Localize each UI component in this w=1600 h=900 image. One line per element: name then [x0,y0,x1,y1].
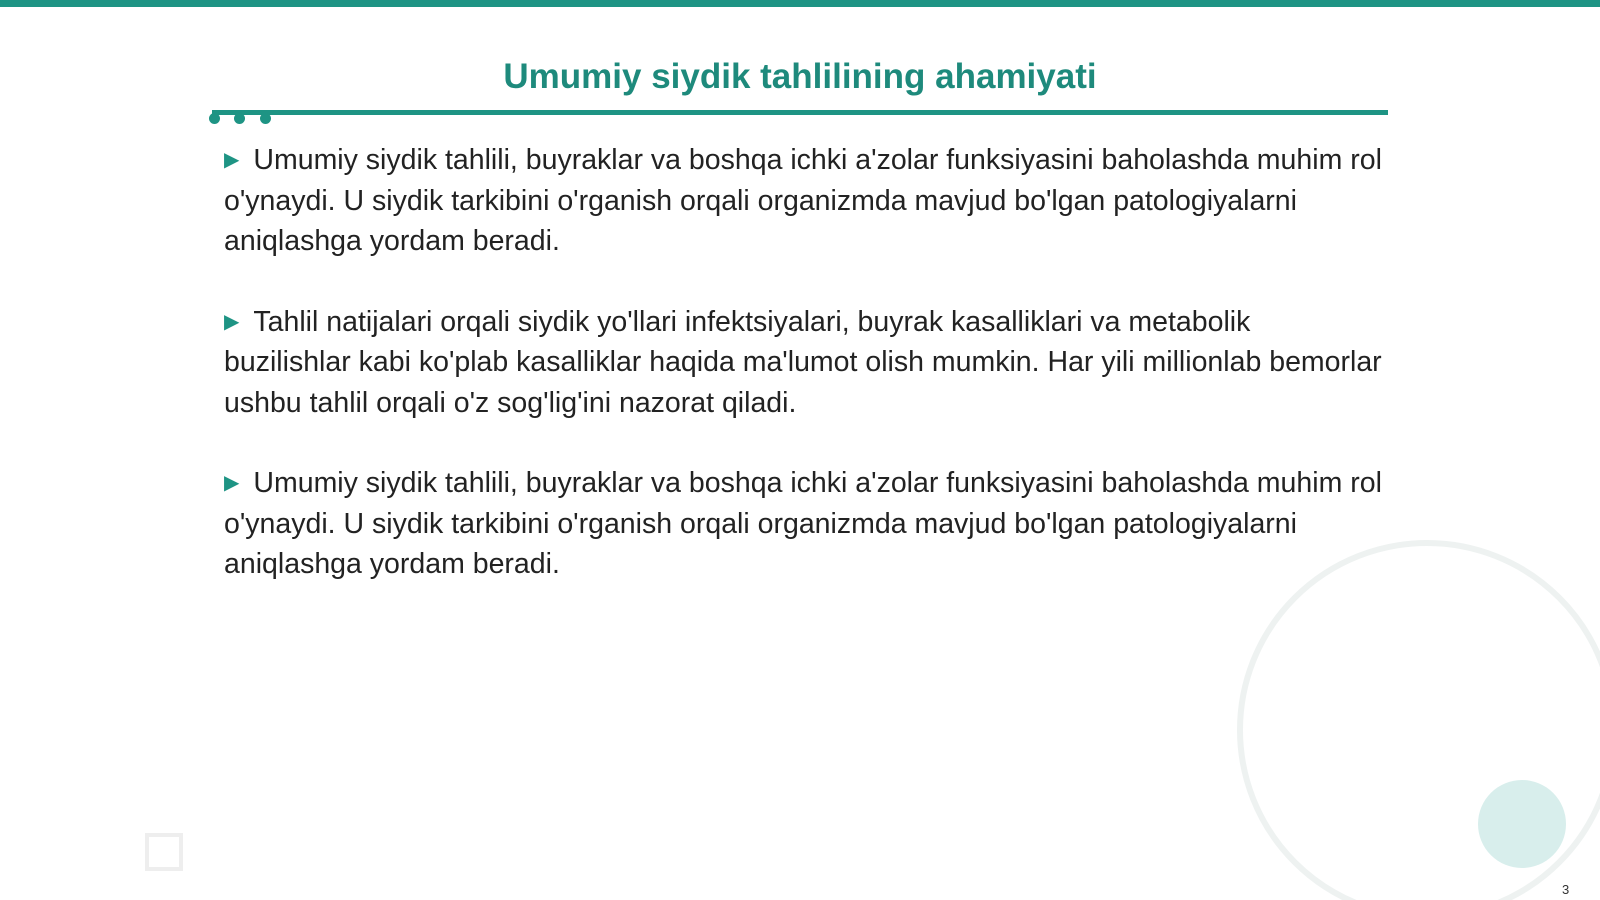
page-number: 3 [1562,882,1570,897]
play-triangle-icon: ▶ [224,149,240,171]
bullet-item [224,463,1384,585]
underline-dot-3 [260,113,271,124]
play-triangle-icon: ▶ [224,310,240,333]
bullet-text: Tahlil natijalari orqali siydik yo'llari infektsiyalari, buyrak kasalliklari va metabolik buzilishlar kabi ko'plab kasalliklar haqida ma'lumot olish mumkin. Har yili millionlab bemorlar ushbu tahlil orqali o'z sog'lig'ini nazorat qiladi. [224,305,1382,419]
underline-dot-1 [209,113,220,124]
bullet-text: Umumiy siydik tahlili, buyraklar va boshqa ichki a'zolar funksiyasini baholashda muhim rol o'ynaydi. U siydik tarkibini o'rganish orqali organizmda mavjud bo'lgan patologiyalarni aniqlashga yordam beradi. [224,467,1382,580]
bullet-item [224,302,1384,424]
bullet-list [224,140,1384,625]
bullet-item [224,140,1384,262]
decorative-square [145,833,183,871]
underline-dot-2 [234,113,245,124]
title-underline [212,110,1388,115]
play-triangle-icon: ▶ [224,472,240,494]
top-accent-bar [0,0,1600,7]
slide-title: Umumiy siydik tahlilining ahamiyati [503,57,1097,96]
bullet-text: Umumiy siydik tahlili, buyraklar va boshqa ichki a'zolar funksiyasini baholashda muhim rol o'ynaydi. U siydik tarkibini o'rganish orqali organizmda mavjud bo'lgan patologiyalarni aniqlashga yordam beradi. [224,144,1382,257]
decorative-dot [1478,780,1566,868]
